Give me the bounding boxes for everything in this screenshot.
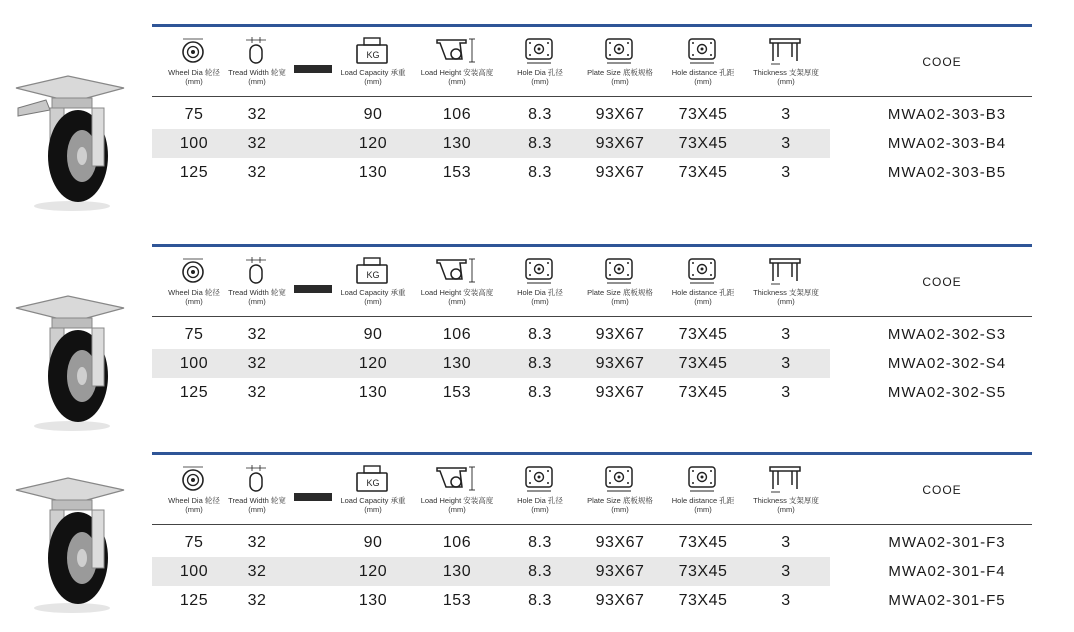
- header-plate-size: [580, 455, 660, 525]
- cell-load-height: 130: [442, 563, 472, 580]
- cell-thickness: 3: [781, 384, 791, 401]
- plate-size-icon: [605, 465, 635, 498]
- header-hole-distance: [660, 27, 746, 97]
- cell-plate-size: 93X67: [595, 135, 645, 152]
- cell-hole-distance: 73X45: [678, 384, 728, 401]
- table-row: [152, 158, 830, 187]
- header-unit: (mm): [777, 505, 795, 514]
- header-label: Thickness 支架厚度: [753, 496, 819, 505]
- header-hole-distance: [660, 247, 746, 317]
- header-label: Load Capacity 承重: [340, 496, 406, 505]
- caster-image: [6, 450, 152, 620]
- cell-load-capacity: 130: [358, 384, 388, 401]
- header-unit: (mm): [777, 297, 795, 306]
- header-unit: (mm): [248, 77, 266, 86]
- header-code: COOE: [922, 55, 962, 69]
- cell-load-height: 130: [442, 135, 472, 152]
- cell-product-code: MWA02-301-F5: [888, 592, 1006, 609]
- load-capacity-icon: [356, 257, 390, 290]
- header-thickness: [746, 455, 826, 525]
- cell-wheel-dia: 125: [179, 384, 209, 401]
- header-label: Hole Dia 孔径: [517, 68, 563, 77]
- header-unit: (mm): [185, 505, 203, 514]
- header-label: Tread Width 轮宽: [228, 68, 286, 77]
- cell-tread-width: 32: [247, 563, 267, 580]
- header-label: Hole distance 孔距: [671, 496, 735, 505]
- load-height-icon: [436, 37, 478, 70]
- cell-load-capacity: 120: [358, 135, 388, 152]
- cell-load-height: 106: [442, 326, 472, 343]
- table-row: [152, 378, 830, 407]
- header-tread-width: [222, 455, 292, 525]
- cell-hole-dia: 8.3: [528, 355, 552, 372]
- caster-image: [6, 268, 152, 438]
- header-unit: (mm): [694, 77, 712, 86]
- cell-load-height: 153: [442, 592, 472, 609]
- header-load-capacity: [328, 247, 418, 317]
- tread-width-icon: [244, 37, 270, 70]
- header-unit: (mm): [694, 297, 712, 306]
- header-label: Wheel Dia 轮径: [168, 496, 220, 505]
- header-unit: (mm): [185, 77, 203, 86]
- header-load-capacity: [328, 27, 418, 97]
- cell-load-capacity: 90: [363, 534, 383, 551]
- cell-hole-dia: 8.3: [528, 106, 552, 123]
- cell-product-code: MWA02-301-F3: [888, 534, 1006, 551]
- cell-wheel-dia: 75: [184, 326, 204, 343]
- cell-plate-size: 93X67: [595, 384, 645, 401]
- cell-load-capacity: 130: [358, 164, 388, 181]
- spec-table-1: [0, 24, 1074, 204]
- header-unit: (mm): [611, 505, 629, 514]
- plate-size-icon: [605, 37, 635, 70]
- cell-tread-width: 32: [247, 135, 267, 152]
- header-unit: (mm): [611, 77, 629, 86]
- header-black-bar: [294, 285, 332, 293]
- thickness-icon: [768, 257, 804, 292]
- cell-thickness: 3: [781, 563, 791, 580]
- cell-hole-distance: 73X45: [678, 563, 728, 580]
- hole-distance-icon: [688, 465, 718, 498]
- header-load-height: [414, 455, 500, 525]
- cell-wheel-dia: 75: [184, 534, 204, 551]
- header-unit: (mm): [531, 505, 549, 514]
- cell-load-height: 130: [442, 355, 472, 372]
- hole-diameter-icon: [525, 465, 555, 498]
- header-unit: (mm): [694, 505, 712, 514]
- cell-load-capacity: 130: [358, 592, 388, 609]
- cell-wheel-dia: 125: [179, 164, 209, 181]
- kg-label: KG: [366, 270, 380, 280]
- kg-label: KG: [366, 478, 380, 488]
- header-black-bar: [294, 493, 332, 501]
- cell-thickness: 3: [781, 534, 791, 551]
- cell-wheel-dia: 100: [179, 135, 209, 152]
- header-load-capacity: [328, 455, 418, 525]
- header-label: Wheel Dia 轮径: [168, 288, 220, 297]
- hole-diameter-icon: [525, 37, 555, 70]
- cell-load-capacity: 120: [358, 563, 388, 580]
- cell-wheel-dia: 100: [179, 355, 209, 372]
- header-label: Load Height 安装高度: [420, 496, 494, 505]
- cell-tread-width: 32: [247, 384, 267, 401]
- tread-width-icon: [244, 257, 270, 290]
- header-label: Hole Dia 孔径: [517, 496, 563, 505]
- header-divider: [152, 96, 1032, 97]
- caster-image: [6, 48, 152, 218]
- cell-plate-size: 93X67: [595, 592, 645, 609]
- cell-wheel-dia: 75: [184, 106, 204, 123]
- header-label: Plate Size 底板规格: [587, 68, 653, 77]
- cell-hole-dia: 8.3: [528, 135, 552, 152]
- cell-thickness: 3: [781, 355, 791, 372]
- spec-table-2: [0, 244, 1074, 424]
- cell-tread-width: 32: [247, 534, 267, 551]
- header-load-height: [414, 247, 500, 317]
- load-capacity-icon: [356, 465, 390, 498]
- cell-hole-dia: 8.3: [528, 384, 552, 401]
- table-row: [152, 100, 830, 129]
- header-black-bar: [294, 65, 332, 73]
- cell-plate-size: 93X67: [595, 106, 645, 123]
- cell-product-code: MWA02-303-B4: [887, 135, 1007, 152]
- cell-thickness: 3: [781, 326, 791, 343]
- spec-table-3: [0, 452, 1074, 632]
- thickness-icon: [768, 465, 804, 500]
- wheel-diameter-icon: [181, 465, 207, 498]
- table-header: [152, 455, 1032, 525]
- header-thickness: [746, 27, 826, 97]
- header-unit: (mm): [364, 297, 382, 306]
- cell-load-height: 153: [442, 384, 472, 401]
- cell-load-capacity: 90: [363, 106, 383, 123]
- cell-hole-distance: 73X45: [678, 326, 728, 343]
- header-unit: (mm): [531, 77, 549, 86]
- header-label: Thickness 支架厚度: [753, 288, 819, 297]
- header-label: Load Height 安装高度: [420, 288, 494, 297]
- hole-distance-icon: [688, 257, 718, 290]
- cell-thickness: 3: [781, 106, 791, 123]
- cell-plate-size: 93X67: [595, 326, 645, 343]
- wheel-diameter-icon: [181, 37, 207, 70]
- cell-load-height: 106: [442, 106, 472, 123]
- header-unit: (mm): [611, 297, 629, 306]
- cell-tread-width: 32: [247, 106, 267, 123]
- cell-load-capacity: 120: [358, 355, 388, 372]
- cell-hole-dia: 8.3: [528, 563, 552, 580]
- cell-thickness: 3: [781, 592, 791, 609]
- table-row: [152, 349, 830, 378]
- header-unit: (mm): [248, 505, 266, 514]
- hole-distance-icon: [688, 37, 718, 70]
- header-divider: [152, 316, 1032, 317]
- header-tread-width: [222, 27, 292, 97]
- cell-plate-size: 93X67: [595, 164, 645, 181]
- table-row: [152, 129, 830, 158]
- cell-load-height: 153: [442, 164, 472, 181]
- header-label: Hole Dia 孔径: [517, 288, 563, 297]
- cell-tread-width: 32: [247, 592, 267, 609]
- cell-hole-distance: 73X45: [678, 164, 728, 181]
- header-code: COOE: [922, 483, 962, 497]
- cell-product-code: MWA02-302-S5: [887, 384, 1007, 401]
- wheel-diameter-icon: [181, 257, 207, 290]
- cell-product-code: MWA02-302-S4: [887, 355, 1007, 372]
- table-row: [152, 586, 830, 615]
- header-unit: (mm): [531, 297, 549, 306]
- cell-hole-distance: 73X45: [678, 135, 728, 152]
- cell-product-code: MWA02-303-B5: [887, 164, 1007, 181]
- cell-hole-distance: 73X45: [678, 355, 728, 372]
- cell-plate-size: 93X67: [595, 534, 645, 551]
- header-label: Load Capacity 承重: [340, 288, 406, 297]
- cell-plate-size: 93X67: [595, 563, 645, 580]
- header-plate-size: [580, 247, 660, 317]
- cell-wheel-dia: 125: [179, 592, 209, 609]
- cell-product-code: MWA02-301-F4: [888, 563, 1006, 580]
- plate-size-icon: [605, 257, 635, 290]
- header-label: Hole distance 孔距: [671, 288, 735, 297]
- cell-thickness: 3: [781, 164, 791, 181]
- header-hole-dia: [504, 455, 576, 525]
- load-height-icon: [436, 465, 478, 498]
- table-header: [152, 247, 1032, 317]
- header-label: Tread Width 轮宽: [228, 496, 286, 505]
- header-label: Plate Size 底板规格: [587, 496, 653, 505]
- table-header: [152, 27, 1032, 97]
- header-unit: (mm): [364, 77, 382, 86]
- cell-load-capacity: 90: [363, 326, 383, 343]
- cell-tread-width: 32: [247, 164, 267, 181]
- header-hole-distance: [660, 455, 746, 525]
- hole-diameter-icon: [525, 257, 555, 290]
- header-label: Wheel Dia 轮径: [168, 68, 220, 77]
- header-unit: (mm): [777, 77, 795, 86]
- cell-hole-distance: 73X45: [678, 592, 728, 609]
- table-row: [152, 557, 830, 586]
- cell-hole-distance: 73X45: [678, 106, 728, 123]
- header-thickness: [746, 247, 826, 317]
- header-hole-dia: [504, 247, 576, 317]
- header-label: Load Capacity 承重: [340, 68, 406, 77]
- header-unit: (mm): [448, 505, 466, 514]
- cell-product-code: MWA02-302-S3: [887, 326, 1007, 343]
- header-hole-dia: [504, 27, 576, 97]
- tread-width-icon: [244, 465, 270, 498]
- cell-hole-dia: 8.3: [528, 326, 552, 343]
- cell-hole-dia: 8.3: [528, 592, 552, 609]
- header-plate-size: [580, 27, 660, 97]
- header-label: Hole distance 孔距: [671, 68, 735, 77]
- header-unit: (mm): [448, 77, 466, 86]
- header-label: Thickness 支架厚度: [753, 68, 819, 77]
- header-label: Plate Size 底板规格: [587, 288, 653, 297]
- table-row: [152, 528, 830, 557]
- cell-plate-size: 93X67: [595, 355, 645, 372]
- header-unit: (mm): [364, 505, 382, 514]
- cell-hole-dia: 8.3: [528, 534, 552, 551]
- load-capacity-icon: [356, 37, 390, 70]
- header-label: Load Height 安装高度: [420, 68, 494, 77]
- table-row: [152, 320, 830, 349]
- cell-tread-width: 32: [247, 326, 267, 343]
- thickness-icon: [768, 37, 804, 72]
- cell-wheel-dia: 100: [179, 563, 209, 580]
- cell-product-code: MWA02-303-B3: [887, 106, 1007, 123]
- header-load-height: [414, 27, 500, 97]
- cell-tread-width: 32: [247, 355, 267, 372]
- header-divider: [152, 524, 1032, 525]
- cell-hole-distance: 73X45: [678, 534, 728, 551]
- header-tread-width: [222, 247, 292, 317]
- cell-hole-dia: 8.3: [528, 164, 552, 181]
- header-code: COOE: [922, 275, 962, 289]
- load-height-icon: [436, 257, 478, 290]
- cell-thickness: 3: [781, 135, 791, 152]
- cell-load-height: 106: [442, 534, 472, 551]
- header-unit: (mm): [448, 297, 466, 306]
- kg-label: KG: [366, 50, 380, 60]
- header-label: Tread Width 轮宽: [228, 288, 286, 297]
- header-unit: (mm): [248, 297, 266, 306]
- header-unit: (mm): [185, 297, 203, 306]
